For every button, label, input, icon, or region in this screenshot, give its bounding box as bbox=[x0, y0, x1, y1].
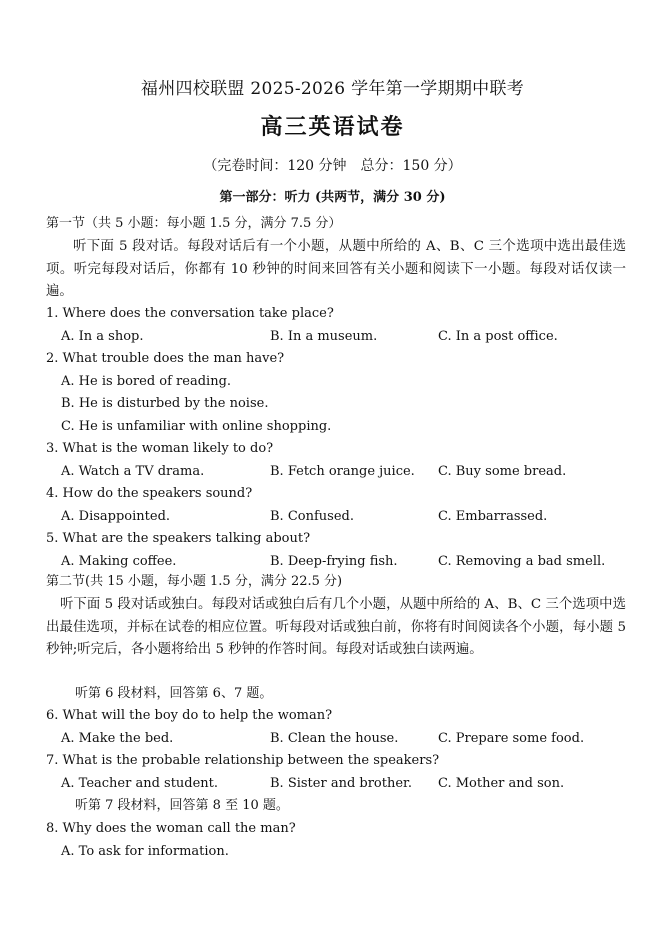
q6-option-c[interactable]: C. Prepare some food. bbox=[438, 731, 585, 746]
q1-option-c[interactable]: C. In a post office. bbox=[438, 329, 558, 344]
exam-info: （完卷时间：120 分钟 总分：150 分） bbox=[203, 158, 462, 174]
q1-option-a[interactable]: A. In a shop. bbox=[61, 329, 144, 344]
section1-heading: 第一节（共 5 小题：每小题 1.5 分，满分 7.5 分） bbox=[46, 216, 342, 231]
q4-option-c[interactable]: C. Embarrassed. bbox=[438, 509, 548, 524]
q4-stem: 4. How do the speakers sound? bbox=[46, 486, 253, 501]
q8-option-a[interactable]: A. To ask for information. bbox=[61, 844, 229, 859]
q8-stem: 8. Why does the woman call the man? bbox=[46, 821, 296, 836]
q2-stem: 2. What trouble does the man have? bbox=[46, 351, 285, 366]
part-heading: 第一部分：听力 (共两节，满分 30 分) bbox=[219, 190, 446, 205]
q5-option-c[interactable]: C. Removing a bad smell. bbox=[438, 554, 606, 569]
q2-option-a[interactable]: A. He is bored of reading. bbox=[61, 374, 232, 389]
q5-option-a[interactable]: A. Making coffee. bbox=[61, 554, 177, 569]
q6-stem: 6. What will the boy do to help the woman? bbox=[46, 708, 333, 723]
q3-option-c[interactable]: C. Buy some bread. bbox=[438, 464, 567, 479]
q2-option-c[interactable]: C. He is unfamiliar with online shopping. bbox=[61, 419, 332, 434]
exam-subtitle: 高三英语试卷 bbox=[260, 114, 405, 140]
q7-option-c[interactable]: C. Mother and son. bbox=[438, 776, 565, 791]
q3-stem: 3. What is the woman likely to do? bbox=[46, 441, 274, 456]
q6-option-b[interactable]: B. Clean the house. bbox=[270, 731, 399, 746]
section1-instructions: 听下面 5 段对话。每段对话后有一个小题，从题中所给的 A、B、C 三个选项中选出最佳选项。听完每段对话后，你都有 10 秒钟的时间来回答有关小题和阅读下一小题。每段对话仅读一遍。 bbox=[46, 239, 626, 299]
q4-option-b[interactable]: B. Confused. bbox=[270, 509, 354, 524]
q5-stem: 5. What are the speakers talking about? bbox=[46, 531, 311, 546]
q3-option-b[interactable]: B. Fetch orange juice. bbox=[270, 464, 415, 479]
q4-option-a[interactable]: A. Disappointed. bbox=[61, 509, 171, 524]
q5-option-b[interactable]: B. Deep-frying fish. bbox=[270, 554, 398, 569]
q1-option-b[interactable]: B. In a museum. bbox=[270, 329, 378, 344]
q6-option-a[interactable]: A. Make the bed. bbox=[61, 731, 174, 746]
material6-note: 听第 6 段材料，回答第 6、7 题。 bbox=[75, 686, 273, 701]
section2-instructions: 听下面 5 段对话或独白。每段对话或独白后有几个小题，从题中所给的 A、B、C 三个选项中选出最佳选项，并标在试卷的相应位置。听每段对话或独白前，你将有时间阅读各个小题，每小题 5 秒钟;听完后，各小题将给出 5 秒钟的作答时间。每段对话或独白读两遍。 bbox=[46, 597, 626, 657]
q2-option-b[interactable]: B. He is disturbed by the noise. bbox=[61, 396, 269, 411]
q7-option-a[interactable]: A. Teacher and student. bbox=[61, 776, 219, 791]
exam-title: 福州四校联盟 2025-2026 学年第一学期期中联考 bbox=[140, 79, 525, 99]
section2-heading: 第二节(共 15 小题，每小题 1.5 分，满分 22.5 分) bbox=[46, 574, 343, 589]
q1-stem: 1. Where does the conversation take place? bbox=[46, 306, 334, 321]
q7-option-b[interactable]: B. Sister and brother. bbox=[270, 776, 412, 791]
q7-stem: 7. What is the probable relationship between the speakers? bbox=[46, 753, 440, 768]
material7-note: 听第 7 段材料，回答第 8 至 10 题。 bbox=[75, 798, 289, 813]
q3-option-a[interactable]: A. Watch a TV drama. bbox=[61, 464, 205, 479]
